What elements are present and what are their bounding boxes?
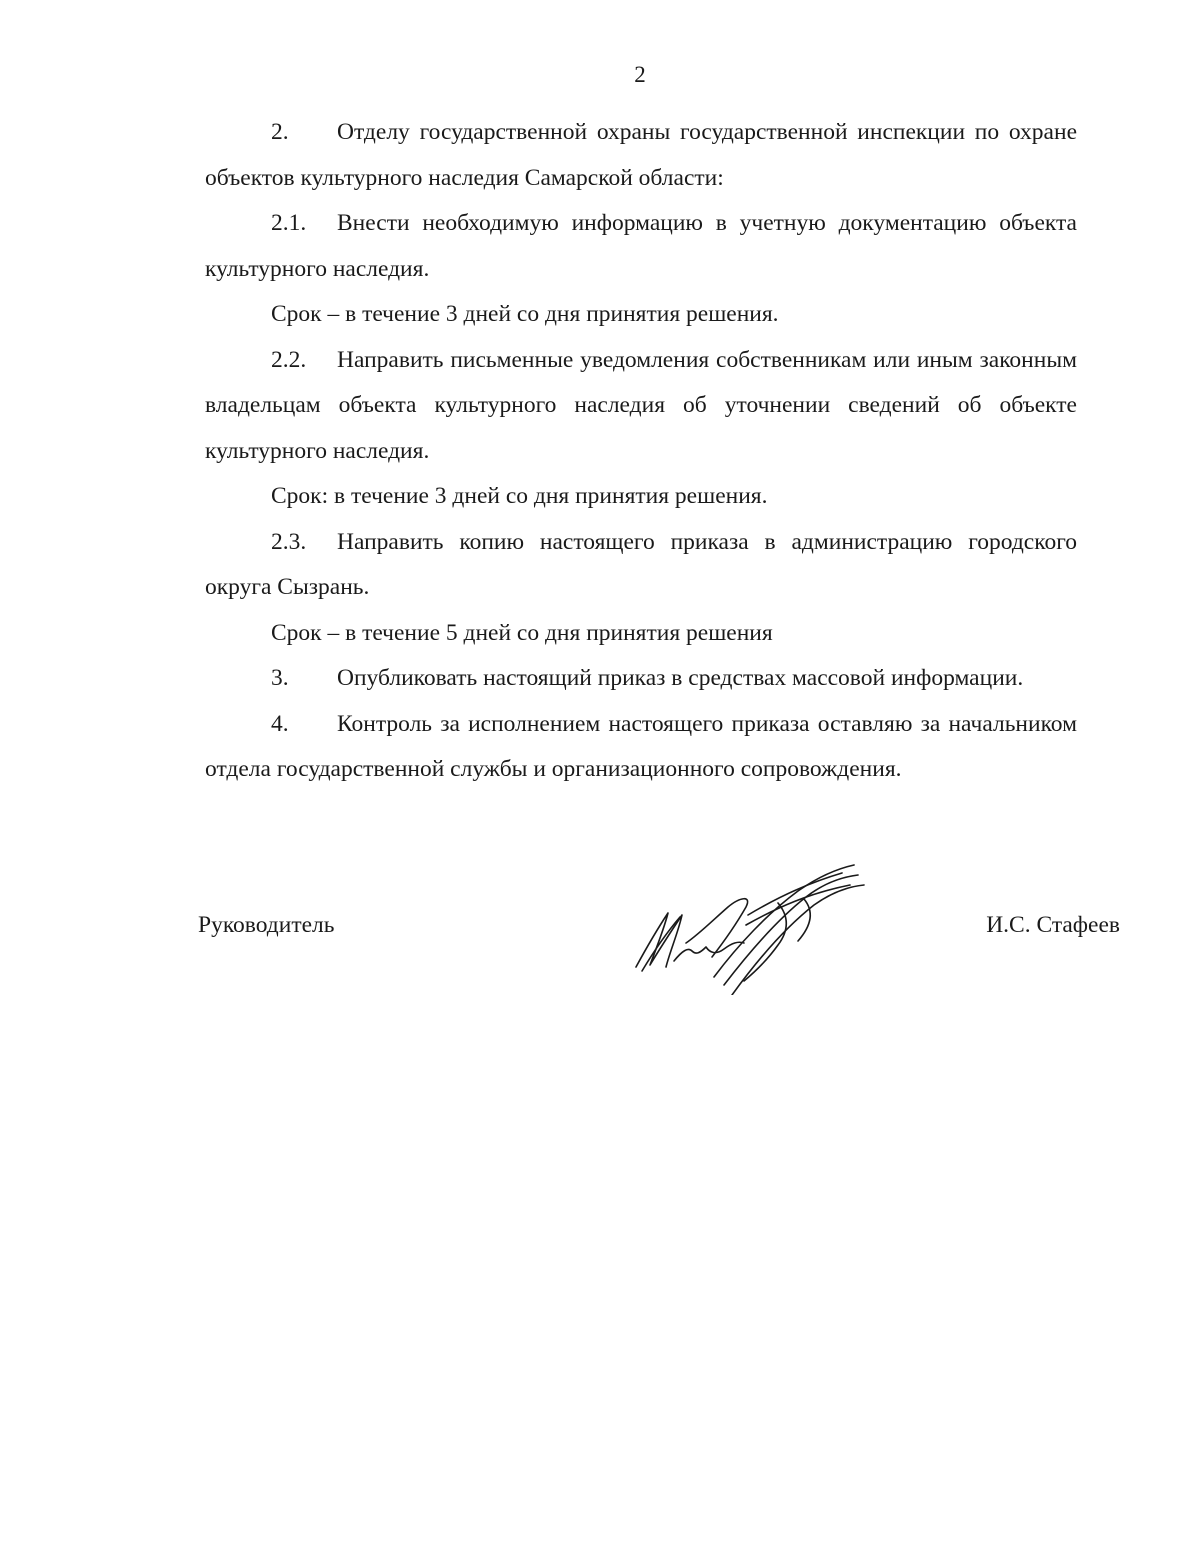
paragraph-number: 2.1.: [271, 210, 307, 236]
handwritten-signature: [628, 855, 868, 995]
paragraph-number: 3.: [271, 665, 289, 691]
page-number: 2: [634, 62, 646, 87]
paragraph-number: 4.: [271, 710, 289, 737]
paragraph-number: 2.3.: [271, 528, 307, 555]
deadline-2-2: [205, 474, 1077, 520]
paragraph-number: 2.: [271, 119, 289, 145]
paragraph-text: Контроль за исполнением настоящего приказа оставляю за начальником отдела государственной службы и организационного сопровождения.: [205, 710, 1077, 782]
paragraph-text: Направить копию настоящего приказа в администрацию городского округа Сызрань.: [205, 528, 1077, 600]
paragraph-4: [205, 702, 1077, 793]
paragraph-text: Направить письменные уведомления собственникам или иным законным владельцам объекта культурного наследия об уточнении сведений об объекте культурного наследия.: [205, 346, 1077, 464]
signature-block: [198, 905, 1120, 1005]
paragraph-text: Срок – в течение 5 дней со дня принятия решения: [271, 619, 773, 646]
paragraph-text: Опубликовать настоящий приказ в средствах массовой информации.: [337, 665, 1024, 691]
paragraph-text: Отделу государственной охраны государственной инспекции по охране объектов культурного наследия Самарской области:: [205, 119, 1077, 191]
deadline-2-3: [205, 611, 1077, 657]
paragraph-2-1: [205, 201, 1077, 292]
paragraph-text: Внести необходимую информацию в учетную документацию объекта культурного наследия.: [205, 210, 1077, 282]
paragraph-2-3: [205, 520, 1077, 611]
paragraph-number: 2.2.: [271, 346, 307, 373]
deadline-2-1: [205, 292, 1077, 338]
paragraph-2-2: [205, 338, 1077, 475]
signatory-title: Руководитель: [198, 912, 335, 938]
paragraph-text: Срок – в течение 3 дней со дня принятия решения.: [271, 301, 779, 327]
paragraph-3: [205, 656, 1077, 702]
paragraph-2: [205, 110, 1077, 201]
paragraph-text: Срок: в течение 3 дней со дня принятия решения.: [271, 483, 768, 509]
signatory-name: И.С. Стафеев: [986, 912, 1120, 938]
document-body: [205, 110, 1077, 793]
